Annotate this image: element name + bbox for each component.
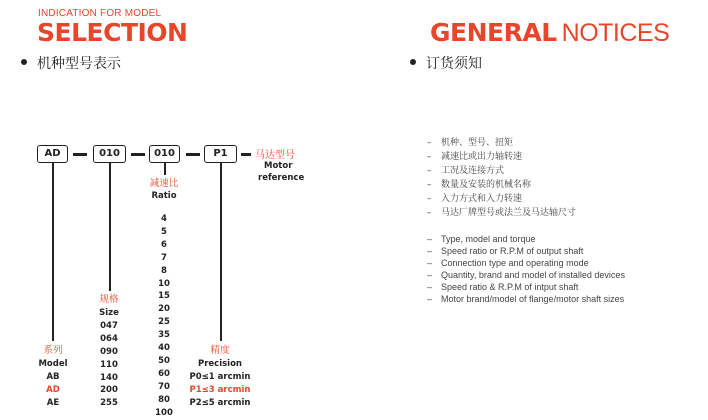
precision-value: P2≤5 arcmin bbox=[189, 397, 251, 408]
ratio-values bbox=[144, 213, 184, 420]
code-dash bbox=[186, 153, 200, 156]
ratio-value: 7 bbox=[161, 252, 167, 263]
code-dash bbox=[241, 153, 251, 156]
ratio-value: 60 bbox=[158, 368, 170, 379]
list-item: – 入力方式和入力转速 bbox=[427, 194, 523, 204]
size-value: 064 bbox=[100, 333, 118, 344]
list-item: – Type, model and torque bbox=[427, 234, 536, 244]
bullet-dot-icon bbox=[410, 59, 416, 65]
precision-label-en: Precision bbox=[197, 359, 242, 369]
precision-value-highlighted: P1≤3 arcmin bbox=[189, 384, 251, 395]
size-label-en-text: Size bbox=[99, 308, 119, 318]
size-connector-line bbox=[109, 163, 111, 291]
list-item: – 数量及安装的机械名称 bbox=[427, 180, 532, 190]
model-values bbox=[33, 358, 73, 410]
size-label-cn: 规格 bbox=[99, 294, 119, 305]
notices-list-cn bbox=[427, 136, 576, 220]
model-label-cn: 系列 bbox=[43, 345, 63, 356]
list-item: – 机种、型号、扭矩 bbox=[427, 138, 514, 148]
list-item: – Connection type and operating mode bbox=[427, 258, 589, 268]
model-value: AB bbox=[46, 371, 60, 382]
ratio-value: 8 bbox=[161, 265, 167, 276]
selection-title: SELECTION bbox=[37, 18, 188, 47]
ratio-value: 25 bbox=[158, 317, 170, 328]
model-value: AE bbox=[46, 397, 60, 408]
title-bold: GENERAL bbox=[430, 18, 557, 47]
title-light: NOTICES bbox=[561, 19, 670, 47]
code-box-size: 010 bbox=[93, 145, 126, 163]
ratio-value: 35 bbox=[158, 330, 170, 341]
list-item: – 减速比或出力轴转速 bbox=[427, 152, 523, 162]
ratio-label-cn: 减速比 bbox=[149, 178, 179, 189]
general-notices-title bbox=[430, 18, 669, 48]
precision-label-cn: 精度 bbox=[210, 345, 230, 356]
size-value: 110 bbox=[100, 359, 118, 370]
ratio-label-en: Ratio bbox=[151, 191, 177, 201]
ratio-value: 80 bbox=[158, 394, 170, 405]
precision-values bbox=[180, 358, 260, 410]
size-value: 200 bbox=[100, 385, 118, 396]
code-dash bbox=[131, 153, 145, 156]
notices-list-en bbox=[427, 233, 625, 305]
motor-label-en-1: Motor bbox=[264, 161, 293, 171]
ratio-connector-line bbox=[164, 163, 166, 175]
section-kicker: INDICATION FOR MODEL bbox=[38, 8, 162, 19]
model-connector-line bbox=[52, 163, 54, 341]
bullet-dot-icon bbox=[21, 59, 27, 65]
selection-subtitle: 机种型号表示 bbox=[37, 56, 121, 72]
motor-label-cn: 马达型号 bbox=[255, 150, 295, 161]
list-item: – Speed ratio or R.P.M of output shaft bbox=[427, 246, 584, 256]
ratio-value: 4 bbox=[161, 214, 167, 224]
ratio-value: 5 bbox=[161, 226, 167, 237]
ratio-value: 100 bbox=[155, 407, 173, 418]
notices-subtitle: 订货须知 bbox=[426, 56, 482, 72]
model-label-en: Model bbox=[38, 359, 68, 369]
precision-connector-line bbox=[220, 163, 222, 341]
list-item: – Quantity, brand and model of installed devices bbox=[427, 270, 625, 280]
ratio-value: 50 bbox=[158, 355, 170, 366]
ratio-value: 6 bbox=[161, 239, 167, 250]
ratio-value: 15 bbox=[158, 291, 170, 302]
code-dash bbox=[73, 153, 87, 156]
code-box-ratio: 010 bbox=[149, 145, 180, 163]
size-value: 090 bbox=[100, 346, 118, 357]
ratio-value: 20 bbox=[158, 304, 170, 315]
list-item: – Motor brand/model of flange/motor shaft sizes bbox=[427, 294, 625, 304]
list-item: – 马达厂牌型号或法兰及马达轴尺寸 bbox=[427, 208, 577, 218]
ratio-value: 70 bbox=[158, 381, 170, 392]
list-item: – 工况及连接方式 bbox=[427, 166, 505, 176]
code-box-precision: P1 bbox=[204, 145, 237, 163]
size-value: 047 bbox=[100, 320, 118, 331]
model-value-highlighted: AD bbox=[46, 384, 60, 395]
precision-value: P0≤1 arcmin bbox=[189, 371, 251, 382]
size-value: 140 bbox=[100, 372, 118, 383]
ratio-value: 10 bbox=[158, 278, 170, 289]
size-value: 255 bbox=[100, 398, 118, 409]
code-box-model: AD bbox=[37, 145, 68, 163]
ratio-value: 40 bbox=[158, 343, 170, 354]
motor-label-en-2: reference bbox=[258, 173, 305, 183]
size-label-en bbox=[89, 307, 129, 410]
list-item: – Speed ratio & R.P.M of intput shaft bbox=[427, 282, 579, 292]
